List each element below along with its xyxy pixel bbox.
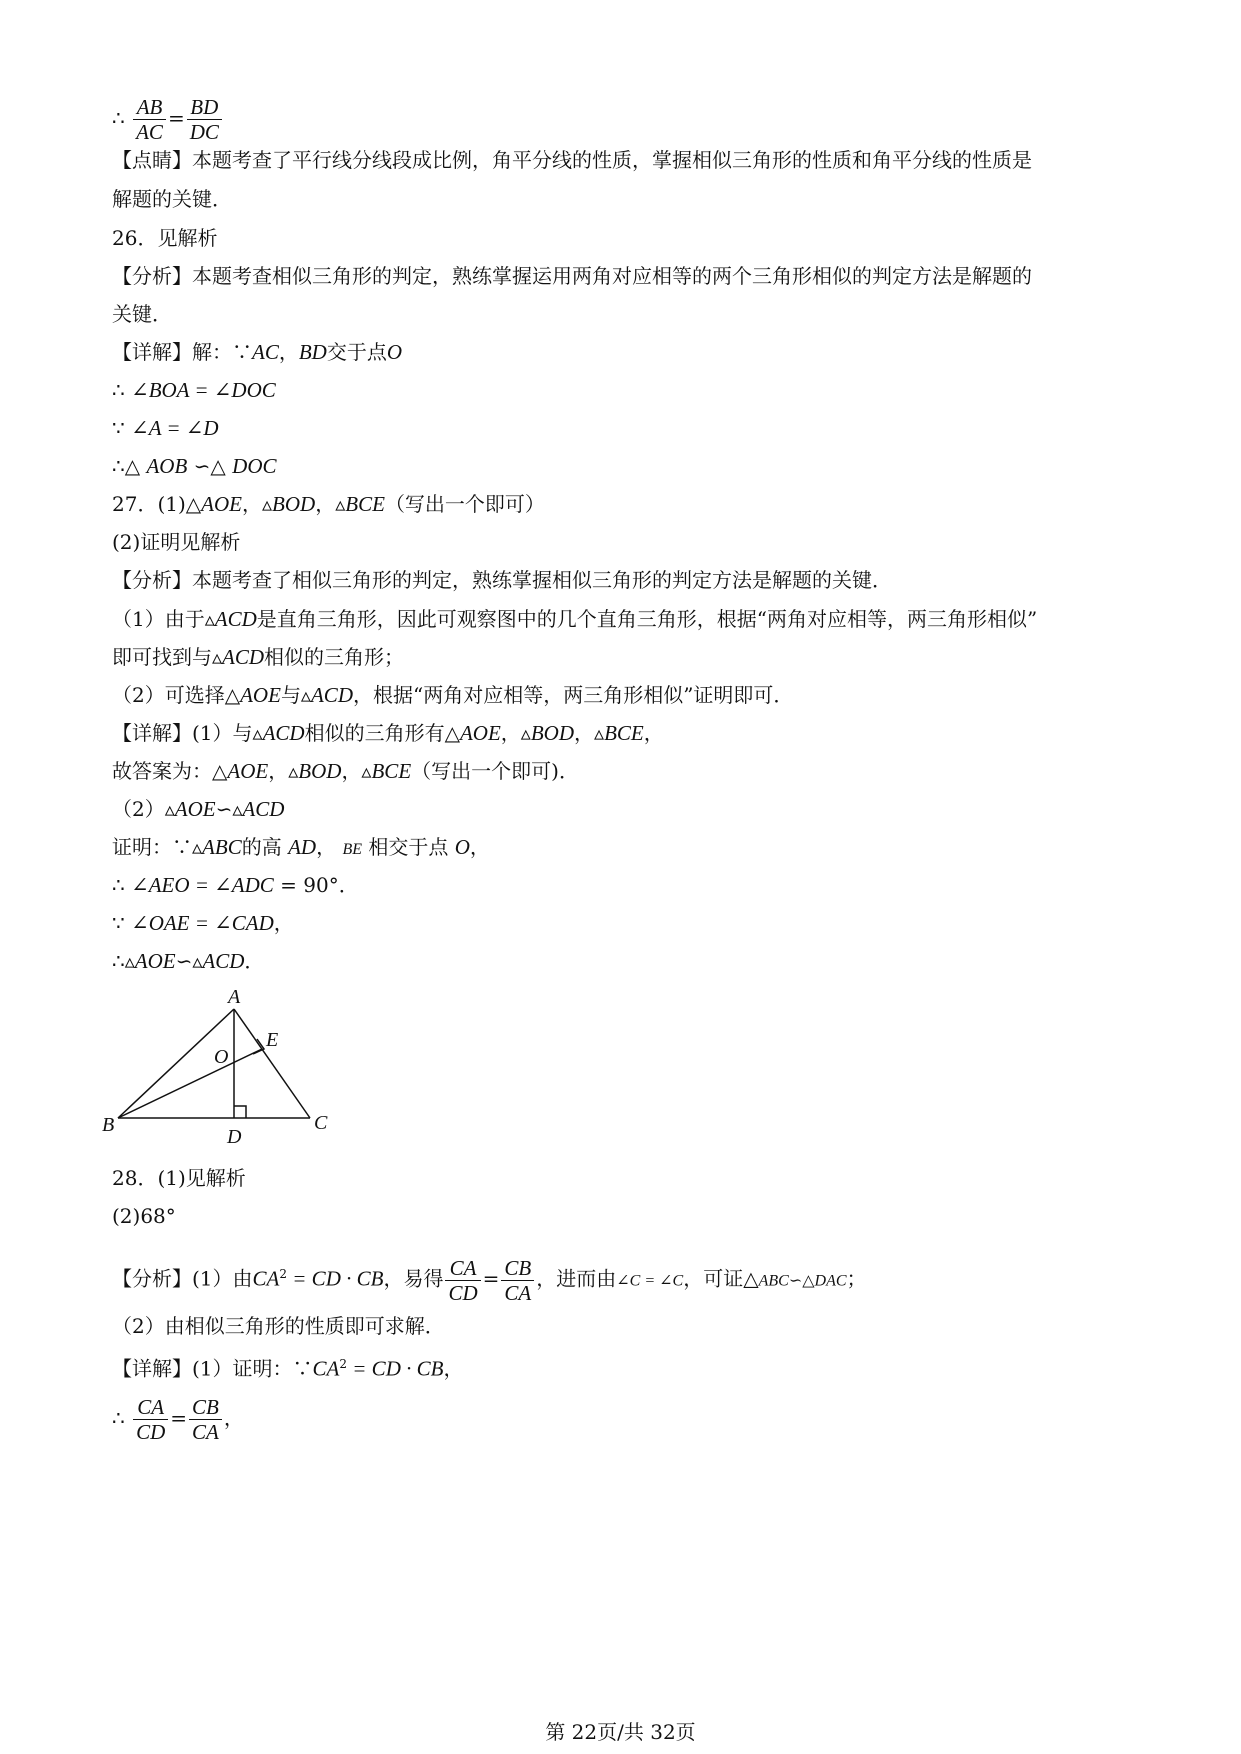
math-segment: BOD [272, 492, 316, 516]
text-line [112, 947, 264, 975]
text-segment: ，▵ [500, 721, 531, 745]
denominator: CD [136, 1420, 166, 1444]
fraction [133, 95, 166, 144]
therefore-symbol: ∴ [112, 106, 125, 130]
numerator: CB [189, 1395, 222, 1420]
math-segment: AOE [174, 797, 216, 821]
math-segment: O [386, 340, 403, 364]
label-a: A [228, 986, 241, 1008]
exponent: 2 [279, 1267, 288, 1281]
text-segment: 证明：∵▵ [112, 835, 203, 859]
label-o: O [214, 1046, 229, 1068]
text-line [112, 452, 277, 480]
text-line: (2)68° [112, 1204, 176, 1228]
text-segment: 【详解】(1）与▵ [112, 721, 263, 745]
label-c: C [314, 1112, 328, 1134]
denominator: CD [448, 1280, 478, 1305]
text-segment: ， [278, 340, 299, 364]
math-segment: BOD [298, 759, 342, 783]
text-line [112, 338, 402, 366]
text-segment: = 90°． [280, 873, 359, 897]
text-segment: （2）▵ [112, 797, 175, 821]
math-segment: = CD · CB [347, 1356, 444, 1381]
math-segment: ∠AEO = ∠ADC [131, 873, 274, 897]
text-segment: 【详解】解：∵ [112, 340, 252, 364]
text-line: 关键． [112, 302, 172, 326]
equation-line [112, 1388, 244, 1448]
denominator: DC [189, 120, 219, 144]
math-segment: ABC [758, 1272, 789, 1290]
math-segment: DOC [232, 454, 277, 478]
text-segment: （2）可选择△ [112, 683, 241, 707]
math-segment: AOE [227, 759, 269, 783]
equals-sign: = [170, 1406, 188, 1430]
math-segment: ACD [242, 797, 285, 821]
equals-sign: = [167, 106, 185, 130]
text-segment: ∴ [112, 873, 125, 897]
text-segment: 相似的三角形； [264, 645, 405, 669]
text-segment: 相似的三角形有△ [304, 721, 460, 745]
math-segment: ACD [310, 683, 353, 707]
text-segment: ． [244, 949, 265, 973]
math-segment: ∠A = ∠D [131, 416, 219, 440]
math-segment: ACD [222, 645, 265, 669]
text-line [112, 795, 284, 823]
text-segment: ，▵ [574, 721, 605, 745]
text-segment: ∽△ [193, 454, 226, 478]
text-line: (2)证明见解析 [112, 530, 241, 554]
math-segment: DAC [814, 1272, 847, 1290]
text-segment: ， [443, 1356, 464, 1381]
text-line: 解题的关键． [112, 187, 232, 211]
fraction [445, 1256, 480, 1305]
text-line [112, 833, 490, 864]
math-segment: ∠C = ∠C [616, 1272, 684, 1290]
math-segment: O [454, 835, 470, 859]
text-segment: 【详解】(1）证明：∵ [112, 1356, 313, 1381]
math-segment: BD [298, 340, 327, 364]
text-segment: ， [273, 911, 294, 935]
math-segment: BOD [530, 721, 575, 745]
math-segment: BCE [604, 721, 644, 745]
fraction [187, 95, 222, 144]
answer-heading-28: 28．(1)见解析 [112, 1166, 246, 1190]
right-angle-mark-d [234, 1106, 246, 1118]
text-line [112, 1350, 463, 1383]
label-b: B [102, 1114, 115, 1136]
text-segment: 27．(1)△ [112, 492, 202, 516]
math-segment: ACD [202, 949, 245, 973]
text-segment: 即可找到与▵ [112, 645, 223, 669]
math-segment: AD [288, 835, 317, 859]
math-segment: AOE [240, 683, 281, 707]
text-segment: ∵ [112, 911, 125, 935]
text-line [112, 681, 793, 709]
text-segment: ∴△ [112, 454, 141, 478]
math-segment: CA [312, 1356, 340, 1381]
math-segment: ∠OAE = ∠CAD [131, 911, 274, 935]
page-footer: 第 22页/共 32页 [545, 1720, 696, 1744]
text-segment: ； [846, 1266, 867, 1291]
math-segment: ABC [202, 835, 242, 859]
label-e: E [266, 1029, 279, 1051]
answer-heading-27 [112, 490, 545, 518]
text-segment: 是直角三角形，因此可观察图中的几个直角三角形，根据“两角对应相等，两三角形相似” [256, 607, 1038, 631]
denominator: CA [192, 1420, 219, 1444]
fraction [189, 1395, 222, 1444]
text-segment: ， [316, 835, 337, 859]
numerator: BD [187, 95, 222, 120]
text-line: 【分析】本题考查相似三角形的判定，熟练掌握运用两角对应相等的两个三角形相似的判定方法是解题的 [112, 264, 1032, 288]
text-segment: ，根据“两角对应相等，两三角形相似”证明即可． [352, 683, 794, 707]
math-segment: AOE [459, 721, 501, 745]
math-segment: = CD · CB [287, 1266, 384, 1291]
text-segment: ，▵ [242, 492, 273, 516]
text-segment: ∴▵ [112, 949, 135, 973]
triangle-figure [100, 985, 340, 1165]
text-line [112, 719, 664, 747]
fraction [133, 1395, 168, 1444]
answer-heading-26: 26．见解析 [112, 226, 218, 250]
label-d: D [227, 1126, 242, 1148]
text-segment: 【分析】(1）由 [112, 1266, 253, 1291]
text-segment: ∴ [112, 378, 125, 402]
therefore-symbol: ∴ [112, 1406, 125, 1430]
text-segment: 相交于点 [368, 835, 449, 859]
math-segment: ∠BOA = ∠DOC [131, 378, 276, 402]
text-segment: 的高 [241, 835, 282, 859]
numerator: CB [501, 1256, 534, 1281]
equation-line [112, 88, 224, 148]
side-ac [234, 1009, 310, 1118]
denominator: CA [504, 1280, 532, 1305]
text-segment: ， [469, 835, 490, 859]
text-segment: ∽△ [788, 1270, 815, 1290]
text-segment: ，▵ [268, 759, 299, 783]
text-segment: ， [643, 721, 664, 745]
equation-line [112, 1244, 867, 1312]
text-segment: ，▵ [315, 492, 346, 516]
numerator: CA [133, 1395, 168, 1420]
text-segment: （写出一个即可） [384, 492, 545, 516]
text-line [112, 757, 579, 785]
math-segment: BCE [371, 759, 412, 783]
text-line [112, 871, 359, 899]
math-segment: BE [342, 841, 362, 858]
text-segment: （1）由于▵ [112, 607, 215, 631]
text-line: 【点睛】本题考查了平行线分线段成比例，角平分线的性质，掌握相似三角形的性质和角平分线的性质是 [112, 148, 1032, 172]
math-segment: AOE [134, 949, 176, 973]
equals-sign: = [482, 1266, 500, 1291]
fraction [501, 1256, 534, 1305]
text-line [112, 909, 294, 937]
text-segment: （写出一个即可)． [411, 759, 579, 783]
altitude-be [118, 1049, 262, 1118]
math-segment: CA [252, 1266, 280, 1291]
text-segment: 与▵ [280, 683, 311, 707]
text-line [112, 414, 219, 442]
text-segment: 故答案为：△ [112, 759, 228, 783]
text-line: 【分析】本题考查了相似三角形的判定，熟练掌握相似三角形的判定方法是解题的关键． [112, 568, 892, 592]
text-segment: ，▵ [341, 759, 372, 783]
math-segment: ACD [214, 607, 257, 631]
exponent: 2 [339, 1357, 348, 1371]
math-segment: AOB [146, 454, 188, 478]
text-segment: ， [223, 1406, 244, 1430]
text-segment: ，易得 [383, 1266, 444, 1291]
text-segment: ∵ [112, 416, 125, 440]
text-line [112, 376, 276, 404]
denominator: AC [136, 120, 163, 144]
math-segment: ACD [262, 721, 305, 745]
numerator: CA [445, 1256, 480, 1281]
text-segment: ，可证△ [683, 1266, 759, 1291]
text-segment: ∽▵ [175, 949, 203, 973]
text-line [112, 605, 1037, 633]
text-segment: ，进而由 [536, 1266, 617, 1291]
text-segment: 交于点 [326, 340, 387, 364]
numerator: AB [133, 95, 166, 120]
math-segment: AOE [201, 492, 242, 516]
math-segment: AC [252, 340, 279, 364]
text-line: （2）由相似三角形的性质即可求解． [112, 1314, 445, 1338]
text-segment: ∽▵ [215, 797, 243, 821]
math-segment: BCE [345, 492, 385, 516]
text-line [112, 643, 404, 671]
